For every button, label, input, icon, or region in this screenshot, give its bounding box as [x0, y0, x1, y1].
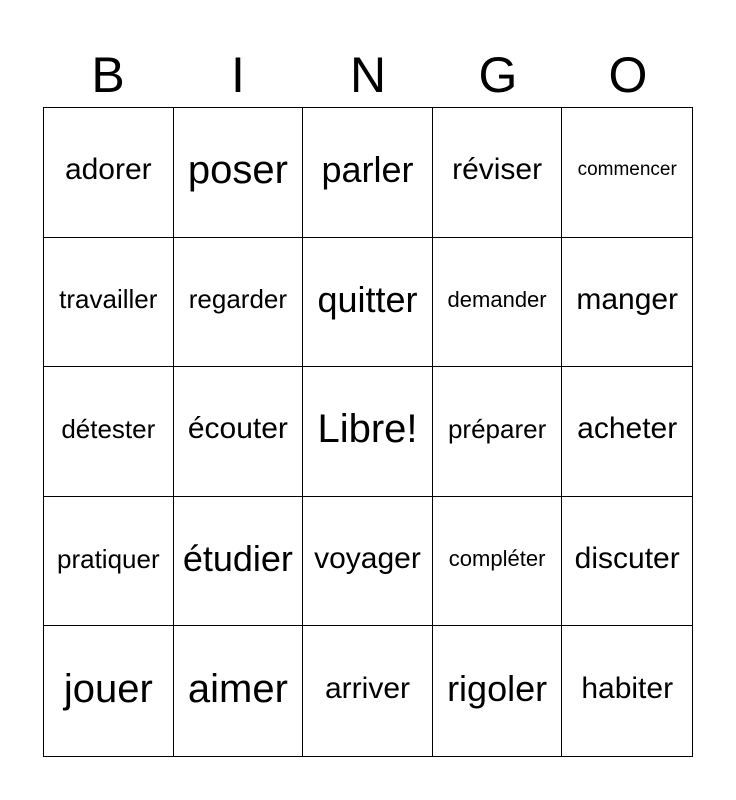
bingo-cell[interactable]: habiter	[581, 672, 674, 706]
bingo-free-cell[interactable]: Libre!	[303, 367, 433, 497]
bingo-cell[interactable]: préparer	[433, 367, 563, 497]
bingo-cell[interactable]: réviser	[433, 108, 563, 238]
bingo-cell[interactable]: manger	[562, 238, 692, 368]
bingo-cell[interactable]: aimer	[174, 626, 304, 756]
bingo-cell[interactable]: pratiquer	[44, 497, 174, 627]
bingo-cell[interactable]: compléter	[433, 497, 563, 627]
bingo-cell[interactable]: adorer	[44, 108, 174, 238]
bingo-header	[43, 44, 693, 106]
bingo-cell[interactable]: discuter	[562, 497, 692, 627]
bingo-card	[43, 107, 693, 757]
bingo-cell[interactable]: poser	[174, 108, 304, 238]
bingo-cell[interactable]: regarder	[174, 238, 304, 368]
bingo-cell[interactable]: travailler	[44, 238, 174, 368]
header-letter-n: N	[349, 47, 387, 103]
bingo-cell[interactable]: écouter	[174, 367, 304, 497]
bingo-cell[interactable]: étudier	[174, 497, 304, 627]
bingo-cell[interactable]: parler	[303, 108, 433, 238]
bingo-cell[interactable]: demander	[433, 238, 563, 368]
bingo-cell[interactable]: quitter	[303, 238, 433, 368]
bingo-cell[interactable]: acheter	[562, 367, 692, 497]
bingo-cell[interactable]: voyager	[303, 497, 433, 627]
header-letter-o: O	[608, 47, 648, 103]
bingo-cell[interactable]: jouer	[44, 626, 174, 756]
bingo-cell[interactable]: commencer	[562, 108, 692, 238]
header-letter-b: B	[91, 47, 125, 103]
bingo-cell[interactable]: arriver	[303, 626, 433, 756]
bingo-cell[interactable]: rigoler	[433, 626, 563, 756]
header-letter-g: G	[478, 47, 518, 103]
header-letter-i: I	[231, 47, 245, 103]
bingo-cell[interactable]: détester	[44, 367, 174, 497]
